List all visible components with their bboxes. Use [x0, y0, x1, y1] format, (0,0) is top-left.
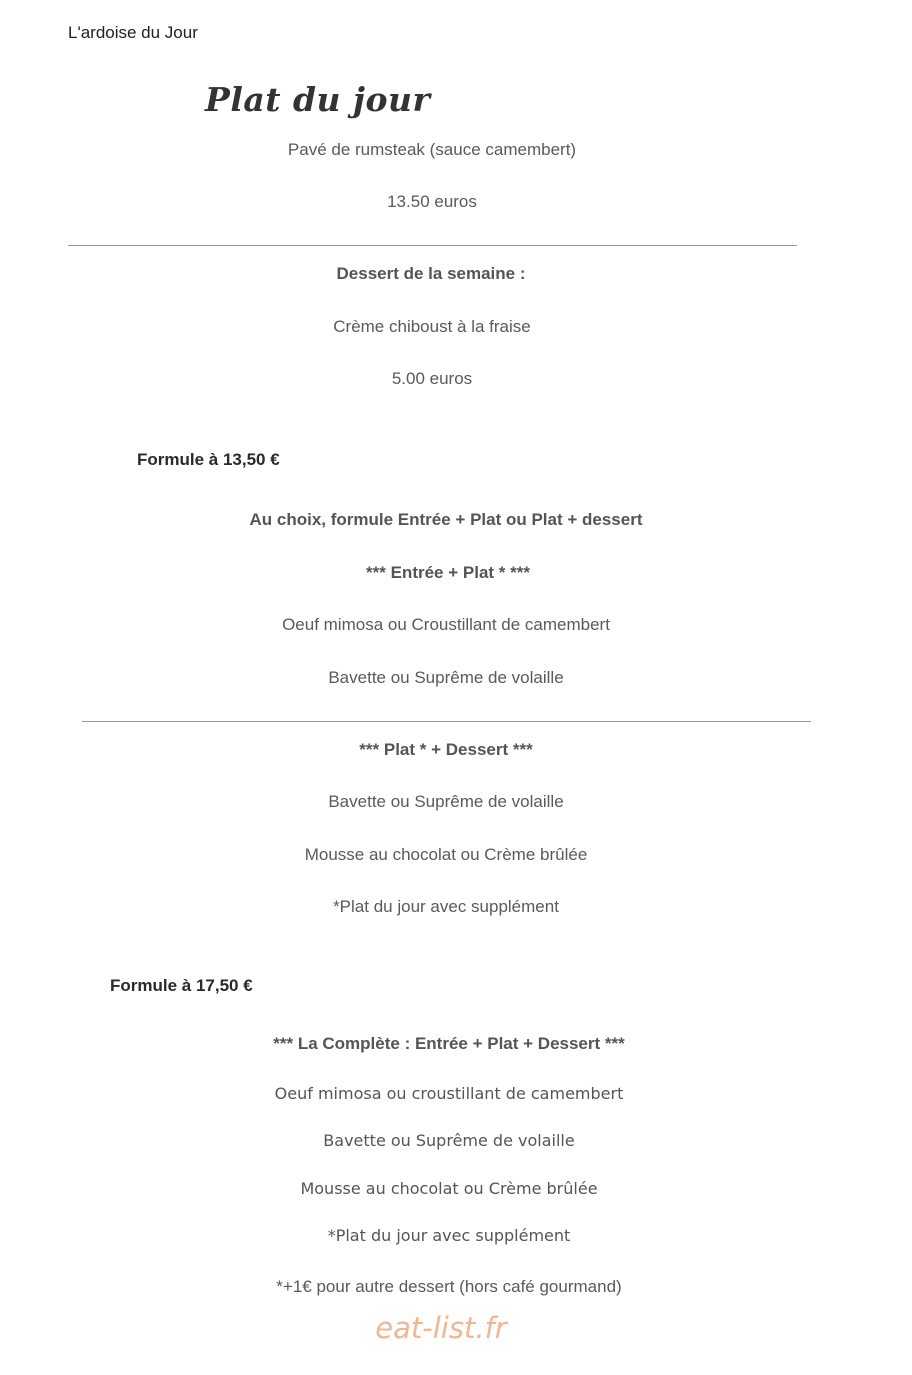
- page-header-title: L'ardoise du Jour: [68, 23, 198, 42]
- complete-note: *Plat du jour avec supplément: [327, 1226, 571, 1245]
- plat-dessert-heading: *** Plat * + Dessert ***: [359, 740, 533, 759]
- formule-2-title: Formule à 17,50 €: [110, 976, 253, 995]
- plat-du-jour-dish: Pavé de rumsteak (sauce camembert): [287, 140, 577, 159]
- section-divider: [68, 245, 797, 246]
- plat-dessert-plats: Bavette ou Suprême de volaille: [328, 792, 564, 811]
- entree-plat-heading: *** Entrée + Plat * ***: [366, 563, 530, 582]
- entree-plat-entrees: Oeuf mimosa ou Croustillant de camembert: [282, 615, 610, 634]
- formule-1-choice: Au choix, formule Entrée + Plat ou Plat + dessert: [249, 510, 643, 529]
- watermark: eat-list.fr: [375, 1311, 507, 1345]
- entree-plat-plats: Bavette ou Suprême de volaille: [328, 668, 564, 687]
- plat-du-jour-price: 13.50 euros: [387, 192, 477, 211]
- formule-1-title: Formule à 13,50 €: [137, 450, 280, 469]
- plat-dessert-note: *Plat du jour avec supplément: [333, 897, 559, 916]
- complete-heading: *** La Complète : Entrée + Plat + Dessert ***: [273, 1034, 625, 1053]
- dessert-semaine-title: Dessert de la semaine :: [336, 264, 526, 283]
- plat-du-jour-title: Plat du jour: [205, 80, 431, 119]
- complete-plats: Bavette ou Suprême de volaille: [323, 1131, 575, 1150]
- complete-extra-note: *+1€ pour autre dessert (hors café gourmand): [276, 1277, 622, 1296]
- dessert-semaine-dish: Crème chiboust à la fraise: [333, 317, 531, 336]
- complete-desserts: Mousse au chocolat ou Crème brûlée: [300, 1179, 598, 1198]
- section-divider: [82, 721, 811, 722]
- plat-dessert-desserts: Mousse au chocolat ou Crème brûlée: [304, 845, 588, 864]
- complete-entrees: Oeuf mimosa ou croustillant de camembert: [274, 1084, 624, 1103]
- dessert-semaine-price: 5.00 euros: [391, 369, 473, 388]
